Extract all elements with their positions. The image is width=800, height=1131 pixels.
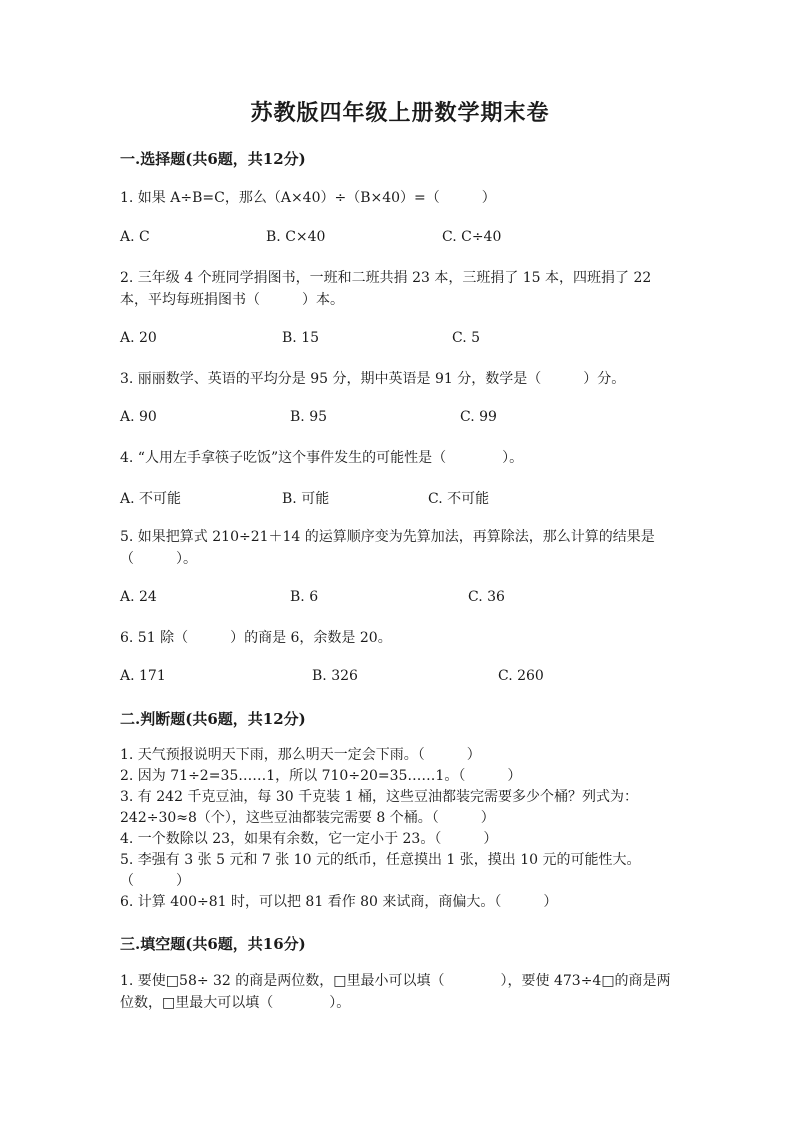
choice-1-option-b: B. C×40	[266, 229, 326, 245]
choice-1-option-a: A. C	[120, 229, 150, 245]
choice-question-4: 4. “人用左手拿筷子吃饭”这个事件发生的可能性是（ ）。	[120, 450, 524, 466]
choice-1-option-c: C. C÷40	[442, 229, 502, 245]
section-heading-fill: 三.填空题(共6题，共16分)	[120, 935, 306, 953]
choice-3-option-b: B. 95	[290, 409, 328, 425]
judge-question-4: 4. 一个数除以 23，如果有余数，它一定小于 23。（ ）	[120, 831, 498, 847]
choice-5-option-c: C. 36	[468, 589, 505, 605]
choice-question-1: 1. 如果 A÷B=C，那么（A×40）÷（B×40）=（ ）	[120, 190, 496, 206]
choice-5-option-a: A. 24	[120, 589, 157, 605]
judge-question-6: 6. 计算 400÷81 时，可以把 81 看作 80 来试商，商偏大。（ ）	[120, 894, 558, 910]
judge-question-3: 3. 有 242 千克豆油，每 30 千克装 1 桶，这些豆油都装完需要多少个桶？列式为：242÷30≈8（个），这些豆油都装完需要 8 个桶。（ ）	[120, 789, 638, 826]
choice-3-option-c: C. 99	[460, 409, 497, 425]
choice-5-option-b: B. 6	[290, 589, 319, 605]
choice-question-3: 3. 丽丽数学、英语的平均分是 95 分，期中英语是 91 分，数学是（ ）分。	[120, 371, 626, 387]
choice-3-option-a: A. 90	[120, 409, 157, 425]
choice-4-option-a: A. 不可能	[120, 491, 182, 507]
choice-6-option-a: A. 171	[120, 668, 166, 684]
choice-2-option-a: A. 20	[120, 330, 157, 346]
judge-question-2: 2. 因为 71÷2=35……1，所以 710÷20=35……1。（ ）	[120, 768, 522, 784]
choice-4-option-c: C. 不可能	[428, 491, 490, 507]
choice-2-option-c: C. 5	[452, 330, 481, 346]
choice-question-5: 5. 如果把算式 210÷21＋14 的运算顺序变为先算加法，再算除法，那么计算的结果是（ ）。	[120, 529, 655, 567]
section-heading-choice: 一.选择题(共6题，共12分)	[120, 150, 306, 168]
choice-6-option-b: B. 326	[312, 668, 358, 684]
choice-question-6: 6. 51 除（ ）的商是 6，余数是 20。	[120, 630, 392, 646]
section-heading-judge: 二.判断题(共6题，共12分)	[120, 710, 306, 728]
choice-2-option-b: B. 15	[282, 330, 320, 346]
judge-question-1: 1. 天气预报说明天下雨，那么明天一定会下雨。（ ）	[120, 747, 481, 763]
page-title: 苏教版四年级上册数学期末卷	[250, 100, 550, 126]
choice-question-2: 2. 三年级 4 个班同学捐图书，一班和二班共捐 23 本，三班捐了 15 本，四班捐了 22 本，平均每班捐图书（ ）本。	[120, 270, 652, 308]
choice-4-option-b: B. 可能	[282, 491, 330, 507]
fill-question-1: 1. 要使□58÷ 32 的商是两位数，□里最小可以填（ ），要使 473÷4□的商是两位数，□里最大可以填（ ）。	[120, 973, 671, 1011]
choice-6-option-c: C. 260	[498, 668, 544, 684]
judge-question-5: 5. 李强有 3 张 5 元和 7 张 10 元的纸币，任意摸出 1 张，摸出 10 元的可能性大。 （ ）	[120, 852, 662, 889]
